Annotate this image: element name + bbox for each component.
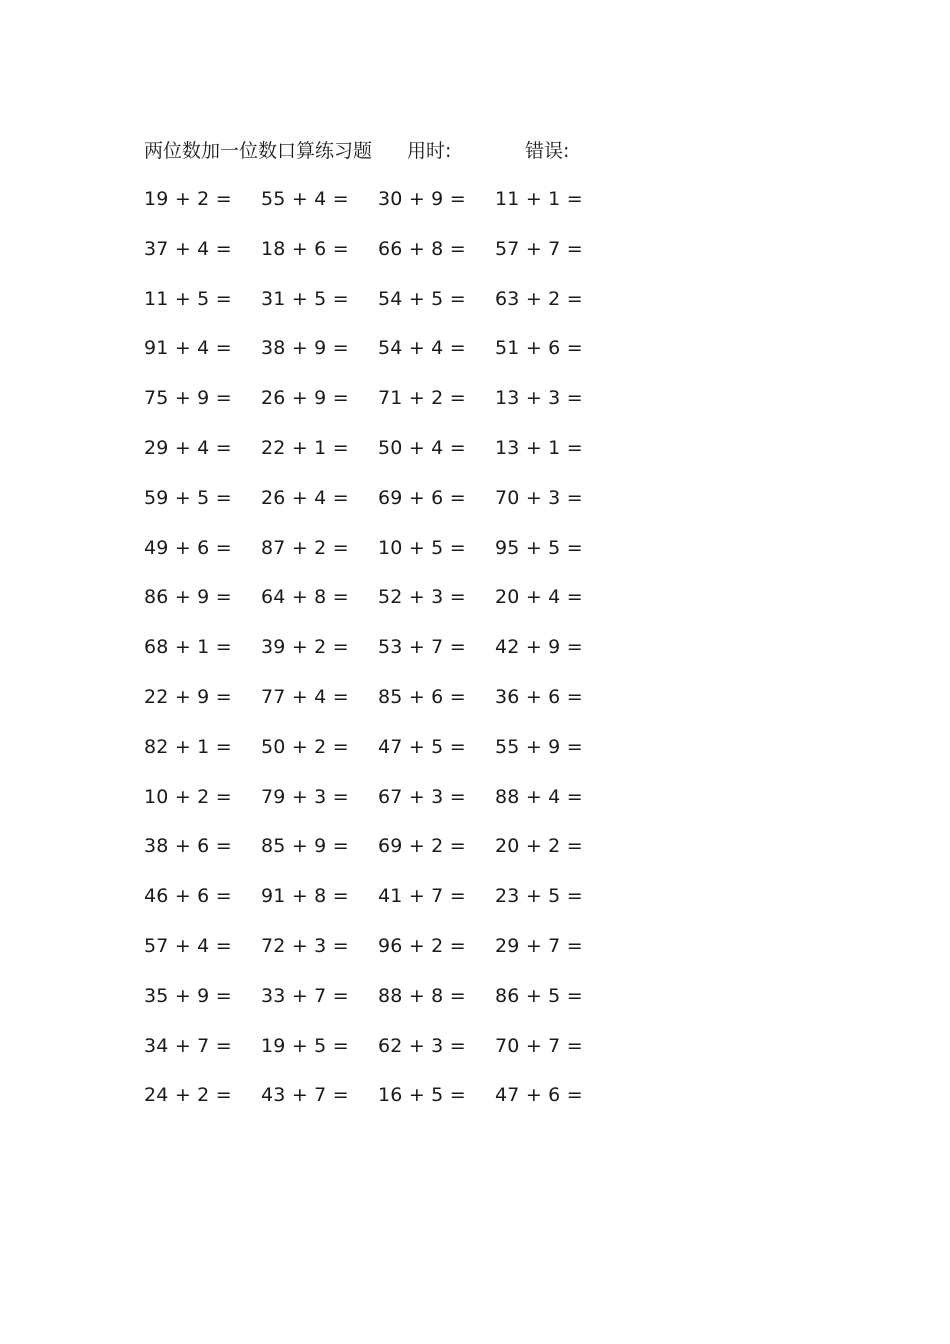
problem-item: 52 + 3 = [378, 586, 466, 609]
problem-row [144, 284, 624, 334]
errors-label: 错误: [525, 140, 570, 162]
problem-item: 13 + 3 = [495, 387, 583, 410]
problem-row [144, 184, 624, 234]
problem-item: 38 + 6 = [144, 835, 232, 858]
problem-row [144, 931, 624, 981]
problem-item: 72 + 3 = [261, 934, 349, 957]
problem-item: 69 + 2 = [378, 835, 466, 858]
problem-item: 68 + 1 = [144, 636, 232, 659]
problem-item: 11 + 5 = [144, 287, 232, 310]
problem-item: 30 + 9 = [378, 188, 466, 210]
problem-item: 20 + 4 = [495, 586, 583, 609]
problem-row [144, 981, 624, 1031]
problem-item: 42 + 9 = [495, 636, 583, 659]
problem-item: 18 + 6 = [261, 237, 349, 260]
problem-grid [144, 184, 624, 1130]
time-used-label: 用时: [407, 140, 452, 162]
problem-item: 87 + 2 = [261, 536, 349, 559]
problem-item: 69 + 6 = [378, 486, 466, 509]
problem-item: 10 + 5 = [378, 536, 466, 559]
problem-item: 24 + 2 = [144, 1084, 232, 1107]
problem-row [144, 1080, 624, 1130]
problem-row [144, 533, 624, 583]
problem-row [144, 234, 624, 284]
problem-item: 47 + 5 = [378, 735, 466, 758]
problem-item: 54 + 4 = [378, 337, 466, 360]
problem-item: 34 + 7 = [144, 1034, 232, 1057]
problem-item: 51 + 6 = [495, 337, 583, 360]
problem-item: 55 + 4 = [261, 188, 349, 210]
problem-item: 49 + 6 = [144, 536, 232, 559]
problem-item: 20 + 2 = [495, 835, 583, 858]
problem-item: 31 + 5 = [261, 287, 349, 310]
problem-item: 85 + 6 = [378, 685, 466, 708]
problem-row [144, 682, 624, 732]
problem-item: 11 + 1 = [495, 188, 583, 210]
problem-item: 62 + 3 = [378, 1034, 466, 1057]
problem-item: 63 + 2 = [495, 287, 583, 310]
problem-item: 10 + 2 = [144, 785, 232, 808]
problem-item: 29 + 7 = [495, 934, 583, 957]
problem-item: 75 + 9 = [144, 387, 232, 410]
problem-item: 86 + 5 = [495, 984, 583, 1007]
problem-item: 79 + 3 = [261, 785, 349, 808]
problem-item: 41 + 7 = [378, 885, 466, 908]
problem-row [144, 1031, 624, 1081]
problem-item: 23 + 5 = [495, 885, 583, 908]
problem-item: 39 + 2 = [261, 636, 349, 659]
problem-item: 38 + 9 = [261, 337, 349, 360]
problem-item: 57 + 7 = [495, 237, 583, 260]
problem-item: 13 + 1 = [495, 436, 583, 459]
problem-item: 19 + 2 = [144, 188, 232, 210]
problem-item: 54 + 5 = [378, 287, 466, 310]
problem-row [144, 383, 624, 433]
problem-item: 71 + 2 = [378, 387, 466, 410]
problem-item: 50 + 4 = [378, 436, 466, 459]
problem-row [144, 732, 624, 782]
worksheet-title: 两位数加一位数口算练习题 [144, 140, 373, 162]
problem-item: 16 + 5 = [378, 1084, 466, 1107]
problem-item: 19 + 5 = [261, 1034, 349, 1057]
problem-item: 26 + 9 = [261, 387, 349, 410]
problem-item: 70 + 7 = [495, 1034, 583, 1057]
problem-item: 88 + 8 = [378, 984, 466, 1007]
worksheet-header [144, 136, 624, 166]
problem-row [144, 782, 624, 832]
problem-item: 96 + 2 = [378, 934, 466, 957]
problem-row [144, 483, 624, 533]
problem-item: 55 + 9 = [495, 735, 583, 758]
problem-item: 50 + 2 = [261, 735, 349, 758]
problem-item: 22 + 9 = [144, 685, 232, 708]
problem-item: 43 + 7 = [261, 1084, 349, 1107]
problem-row [144, 582, 624, 632]
problem-row [144, 433, 624, 483]
problem-item: 66 + 8 = [378, 237, 466, 260]
problem-item: 91 + 8 = [261, 885, 349, 908]
problem-item: 88 + 4 = [495, 785, 583, 808]
problem-row [144, 632, 624, 682]
problem-item: 64 + 8 = [261, 586, 349, 609]
problem-row [144, 881, 624, 931]
problem-row [144, 831, 624, 881]
problem-item: 47 + 6 = [495, 1084, 583, 1107]
problem-item: 37 + 4 = [144, 237, 232, 260]
problem-item: 26 + 4 = [261, 486, 349, 509]
problem-item: 95 + 5 = [495, 536, 583, 559]
problem-item: 33 + 7 = [261, 984, 349, 1007]
problem-item: 29 + 4 = [144, 436, 232, 459]
problem-item: 82 + 1 = [144, 735, 232, 758]
problem-item: 59 + 5 = [144, 486, 232, 509]
problem-item: 36 + 6 = [495, 685, 583, 708]
problem-item: 53 + 7 = [378, 636, 466, 659]
problem-item: 91 + 4 = [144, 337, 232, 360]
problem-item: 86 + 9 = [144, 586, 232, 609]
problem-item: 57 + 4 = [144, 934, 232, 957]
problem-item: 22 + 1 = [261, 436, 349, 459]
problem-item: 46 + 6 = [144, 885, 232, 908]
problem-item: 77 + 4 = [261, 685, 349, 708]
problem-item: 85 + 9 = [261, 835, 349, 858]
problem-item: 70 + 3 = [495, 486, 583, 509]
problem-item: 35 + 9 = [144, 984, 232, 1007]
problem-row [144, 333, 624, 383]
problem-item: 67 + 3 = [378, 785, 466, 808]
